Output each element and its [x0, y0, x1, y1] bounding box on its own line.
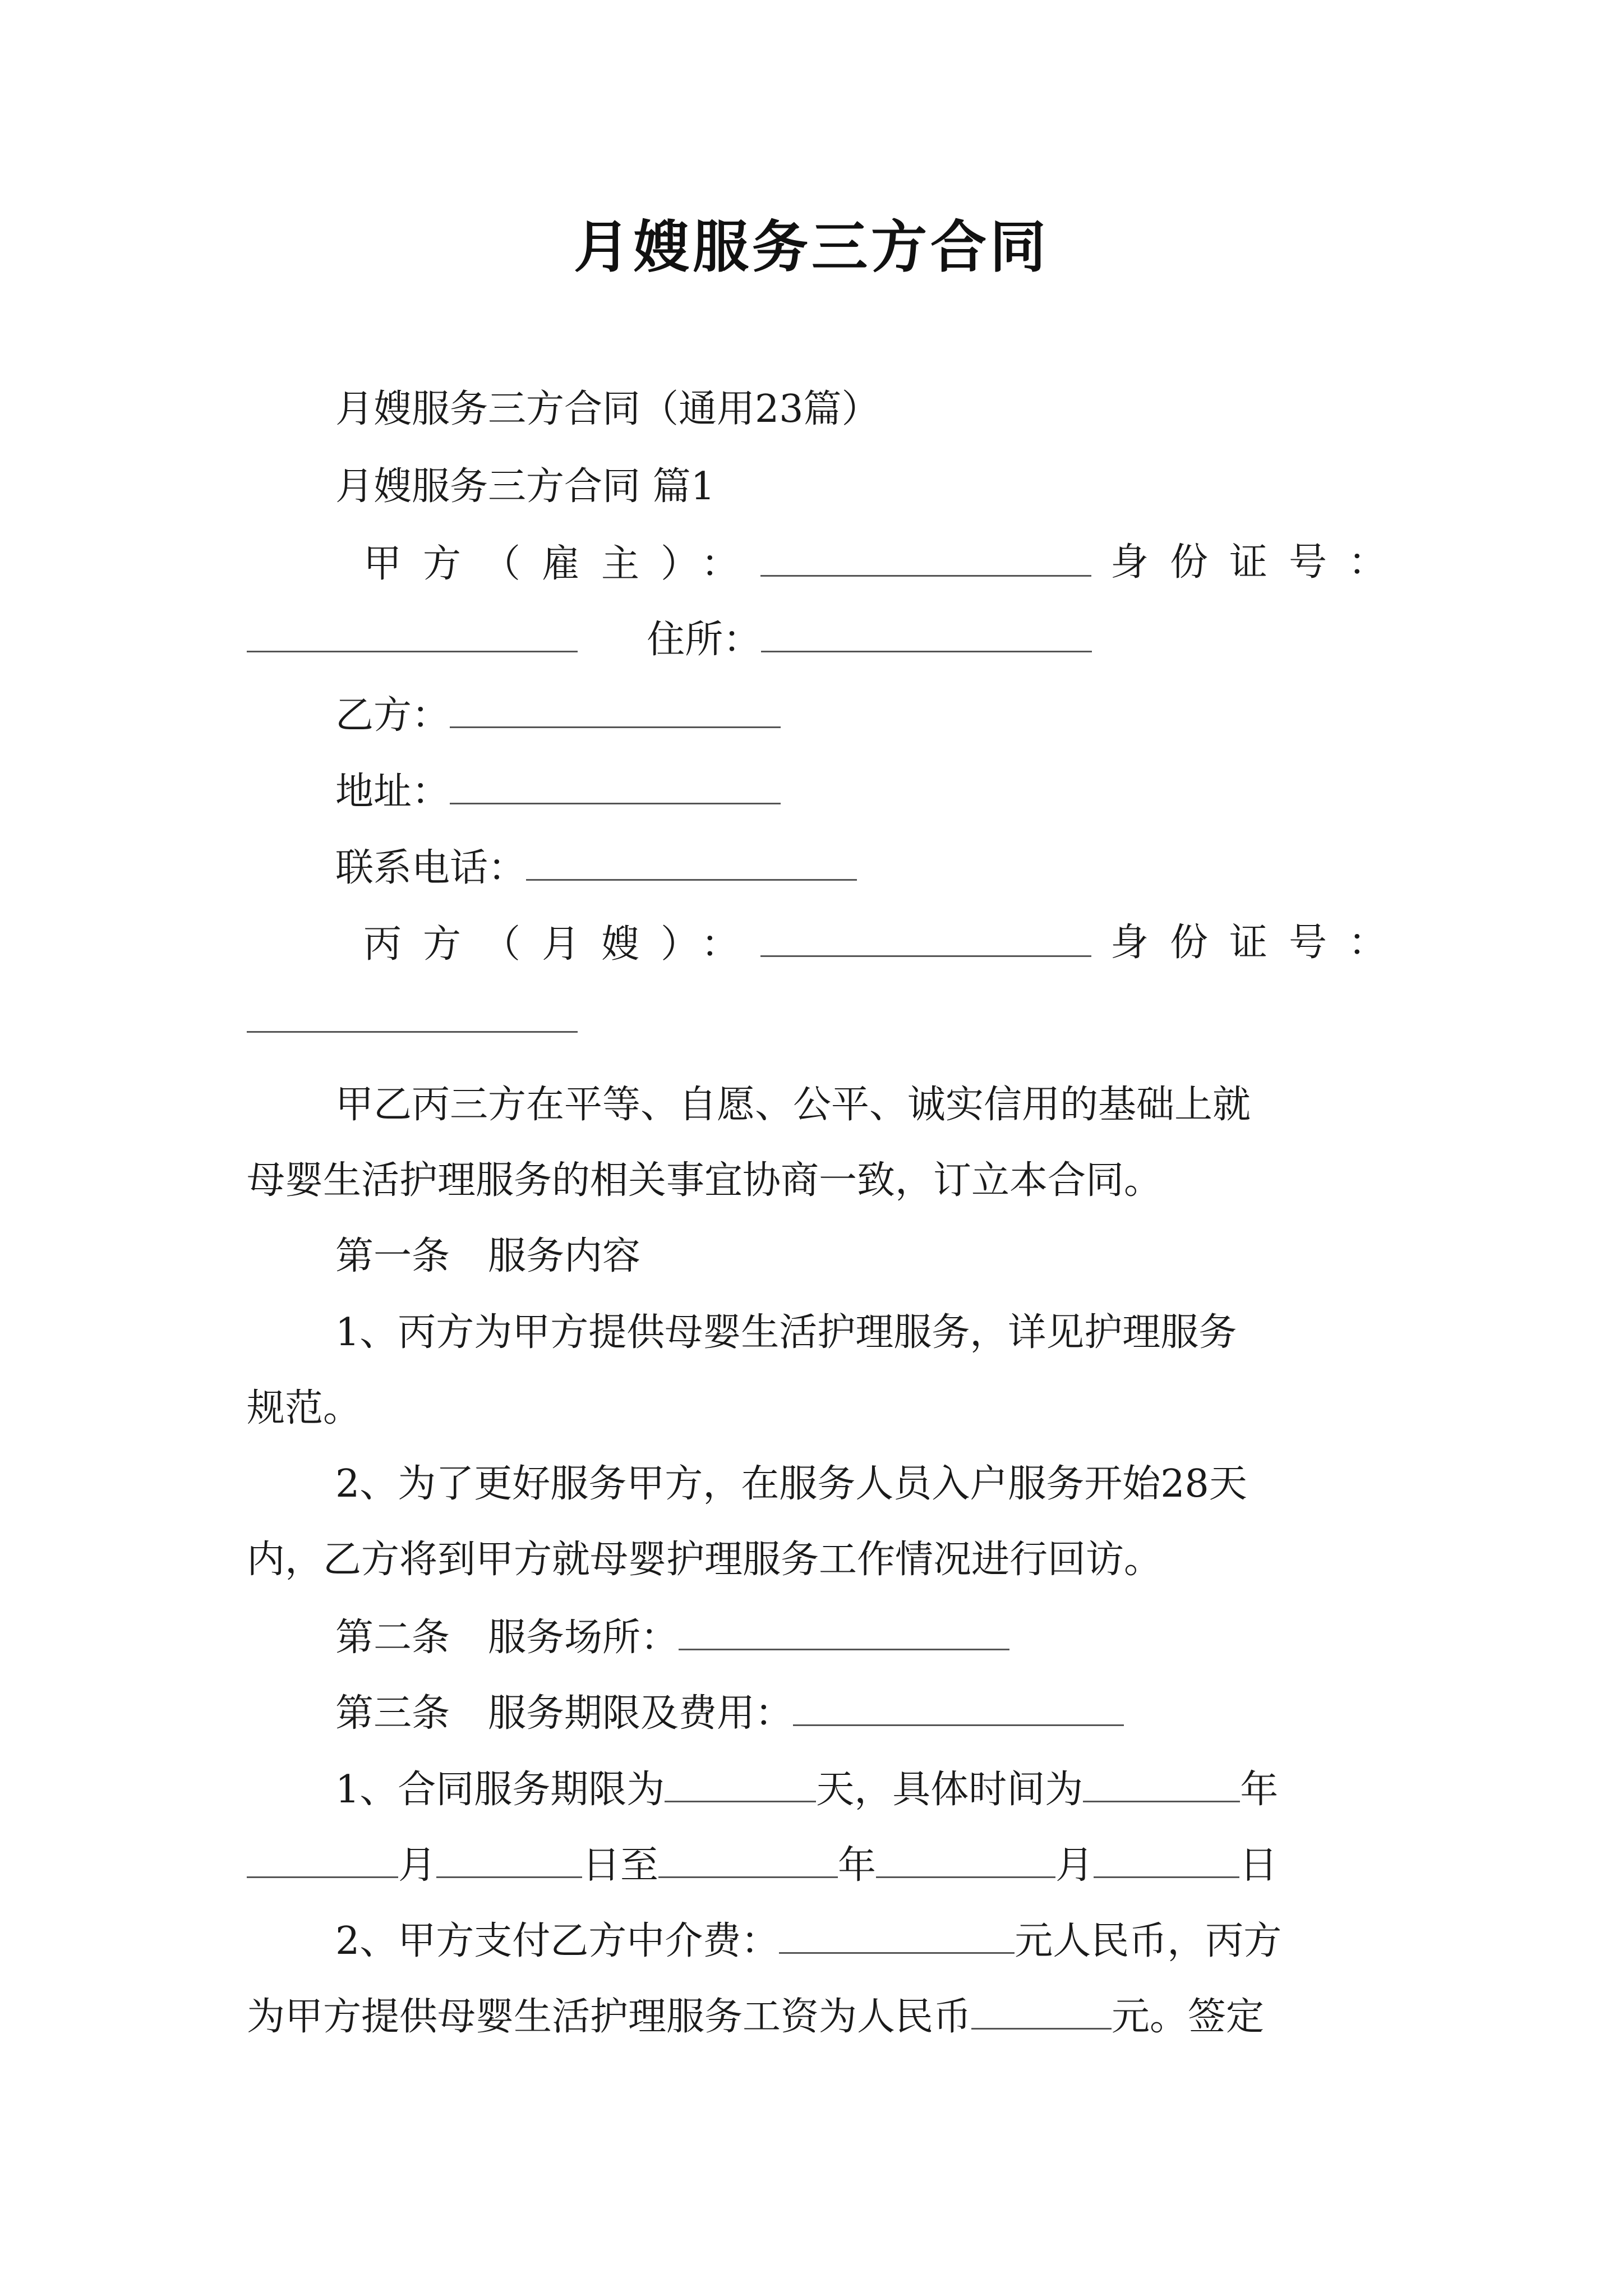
end-year-label: 年 — [838, 1843, 877, 1888]
party-c-row — [363, 921, 1091, 967]
article-1-item-1-line-2: 规范。 — [247, 1386, 362, 1430]
start-month-blank — [247, 1842, 398, 1878]
party-c-name-blank — [760, 921, 1091, 957]
end-day-label: 日 — [1239, 1843, 1278, 1888]
service-fee-blank — [793, 1690, 1124, 1726]
document-title: 月嫂服务三方合同 — [574, 214, 1049, 280]
end-month-blank — [876, 1842, 1055, 1878]
article-3-item-1-line-1 — [335, 1766, 1278, 1812]
party-a-id-blank — [247, 616, 578, 652]
party-b-address-blank — [450, 768, 781, 804]
party-c-id-label: 身份证号： — [1110, 921, 1408, 965]
article-3-item-2-line-2 — [247, 1993, 1264, 2040]
party-a-label: 甲方（雇主）： — [363, 542, 761, 586]
article-3-item-2-line-1 — [335, 1917, 1281, 1964]
agency-fee-blank — [779, 1917, 1015, 1954]
end-day-blank — [1094, 1842, 1239, 1878]
end-year-blank — [658, 1842, 838, 1878]
article-3-heading: 第三条 服务期限及费用： — [335, 1691, 794, 1736]
start-day-blank — [436, 1842, 582, 1878]
start-day-to-label: 日至 — [582, 1843, 659, 1888]
party-b-address-row — [335, 768, 781, 815]
party-a-id-row — [1110, 540, 1408, 585]
article-1-heading: 第一条 服务内容 — [335, 1234, 641, 1278]
party-a-name-blank — [760, 540, 1091, 577]
party-b-phone-label: 联系电话： — [335, 846, 527, 890]
article-3-item-2-text-c: 为甲方提供母婴生活护理服务工资为人民币 — [247, 1995, 972, 2039]
party-a-address-blank — [761, 616, 1092, 652]
party-a-address-label: 住所： — [647, 618, 762, 662]
party-a-id-label: 身份证号： — [1110, 540, 1408, 585]
party-b-name-blank — [450, 692, 781, 728]
article-3-item-2-text-d: 元。签定 — [1112, 1995, 1265, 2039]
start-year-label: 年 — [1240, 1768, 1279, 1812]
party-c-label: 丙方（月嫂）： — [363, 922, 761, 967]
party-b-phone-row — [335, 844, 857, 891]
article-1-item-2-line-2: 内，乙方将到甲方就母婴护理服务工作情况进行回访。 — [247, 1538, 1163, 1582]
party-a-address-row — [247, 616, 1092, 662]
article-3-item-2-text-a: 2、甲方支付乙方中介费： — [335, 1919, 780, 1963]
party-b-address-label: 地址： — [335, 770, 450, 814]
start-year-blank — [1083, 1766, 1240, 1802]
wage-amount-blank — [971, 1993, 1112, 2030]
document-subtitle: 月嫂服务三方合同（通用23篇） — [335, 387, 880, 431]
article-3-item-2-text-b: 元人民币，丙方 — [1015, 1919, 1282, 1963]
end-month-label: 月 — [1055, 1843, 1094, 1888]
article-2-row — [335, 1614, 1009, 1660]
article-3-item-1-text-b: 天，具体时间为 — [816, 1768, 1083, 1812]
article-1-item-1-line-1: 1、丙方为甲方提供母婴生活护理服务，详见护理服务 — [335, 1310, 1237, 1355]
article-2-heading: 第二条 服务场所： — [335, 1616, 679, 1660]
party-a-row — [363, 540, 1091, 587]
party-c-id-blank-row — [247, 996, 578, 1043]
preamble-line-2: 母婴生活护理服务的相关事宜协商一致，订立本合同。 — [247, 1158, 1163, 1203]
party-b-phone-blank — [526, 844, 857, 881]
section-heading: 月嫂服务三方合同 篇1 — [335, 464, 715, 509]
preamble-line-1: 甲乙丙三方在平等、自愿、公平、诚实信用的基础上就 — [335, 1083, 1251, 1127]
article-3-item-1-line-2 — [247, 1842, 1278, 1888]
article-1-item-2-line-1: 2、为了更好服务甲方，在服务人员入户服务开始28天 — [335, 1462, 1247, 1506]
article-3-row — [335, 1690, 1124, 1736]
party-b-row — [335, 692, 781, 738]
party-b-label: 乙方： — [335, 693, 450, 738]
service-location-blank — [679, 1614, 1009, 1650]
party-c-id-row — [1110, 921, 1408, 965]
party-c-id-blank — [247, 996, 578, 1033]
start-month-label: 月 — [398, 1843, 437, 1888]
service-days-blank — [665, 1766, 816, 1802]
article-3-item-1-text-a: 1、合同服务期限为 — [335, 1768, 665, 1812]
